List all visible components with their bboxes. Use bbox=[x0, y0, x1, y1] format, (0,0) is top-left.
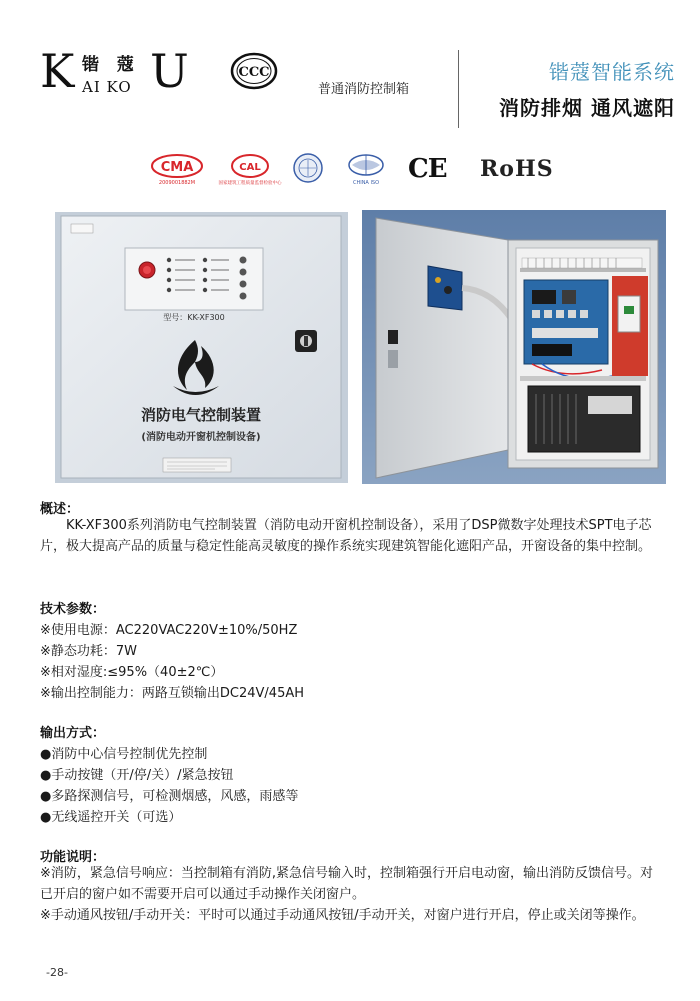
certification-row bbox=[150, 152, 570, 188]
overview-text: KK-XF300系列消防电气控制装置（消防电动开窗机控制设备），采用了DSP微数字处理技术SPT电子芯片，极大提高产品的质量与稳定性能高灵敏度的操作系统实现建筑智能化遮阳产品，开窗设备的集中控制。 bbox=[40, 518, 652, 554]
cal-caption: 国家建筑工程质量监督检验中心 bbox=[218, 181, 282, 186]
function-item: ※手动通风按钮/手动开关：平时可以通过手动通风按钮/手动开关，对窗户进行开启，停止或关闭等操作。 bbox=[40, 908, 645, 923]
ce-mark: CE bbox=[408, 154, 447, 184]
cabinet-interior-photo bbox=[362, 210, 666, 484]
functions-heading: 功能说明： bbox=[40, 850, 106, 865]
header-divider bbox=[458, 50, 459, 128]
cma-logo-icon bbox=[150, 152, 204, 186]
logo-pinyin: AI KO bbox=[82, 78, 132, 96]
outputs-heading: 输出方式： bbox=[40, 726, 106, 741]
cabinet-interior-illustration bbox=[362, 210, 666, 484]
logo-letter-u: U bbox=[150, 44, 189, 98]
spec-item: ※输出控制能力：两路互锁输出DC24V/45AH bbox=[40, 686, 305, 701]
brand-scope-title: 消防排烟 通风遮阳 bbox=[499, 96, 675, 120]
device-title-label: 消防电气控制装置 bbox=[140, 406, 262, 424]
cabinet-front-photo bbox=[55, 212, 348, 483]
cma-caption: 2009001882M bbox=[158, 180, 196, 186]
function-item: ※消防，紧急信号响应：当控制箱有消防,紧急信号输入时，控制箱强行开启电动窗，输出消防反馈信号。对已开启的窗户如不需要开启可以通过手动操作关闭窗户。 bbox=[40, 866, 654, 902]
cabinet-front-illustration bbox=[55, 212, 348, 483]
page-number: -28- bbox=[46, 966, 68, 979]
cal-logo-icon bbox=[218, 152, 282, 186]
ccc-certification-icon bbox=[230, 52, 278, 90]
spec-item: ※使用电源：AC220VAC220V±10%/50HZ bbox=[40, 623, 298, 638]
spec-item: ※相对湿度:≤95%（40±2℃） bbox=[40, 665, 224, 680]
spec-item: ※静态功耗：7W bbox=[40, 644, 138, 659]
iso-caption: CHINA ISO bbox=[352, 180, 380, 186]
quality-seal-icon bbox=[290, 152, 326, 186]
specs-heading: 技术参数： bbox=[40, 602, 106, 617]
ccc-label: CCC bbox=[238, 65, 270, 80]
logo-letter-k: K bbox=[40, 44, 75, 98]
output-item: ●无线遥控开关（可选） bbox=[40, 810, 182, 825]
iso-logo-icon bbox=[346, 152, 386, 186]
rohs-mark: RoHS bbox=[480, 156, 554, 182]
logo-chinese-name: 锴 蔻 bbox=[82, 55, 140, 75]
brand-system-title: 锴蔻智能系统 bbox=[549, 60, 675, 84]
panel-model-label: 型号：KK-XF300 bbox=[163, 313, 225, 322]
output-item: ●手动按键（开/停/关）/紧急按钮 bbox=[40, 768, 234, 783]
output-item: ●多路探测信号，可检测烟感，风感，雨感等 bbox=[40, 789, 299, 804]
overview-heading: 概述： bbox=[40, 502, 80, 517]
cal-label: CAL bbox=[239, 162, 261, 173]
output-item: ●消防中心信号控制优先控制 bbox=[40, 747, 208, 762]
device-subtitle-label: (消防电动开窗机控制设备) bbox=[141, 432, 261, 443]
cma-label: CMA bbox=[160, 160, 194, 175]
product-type-label: 普通消防控制箱 bbox=[318, 82, 410, 97]
